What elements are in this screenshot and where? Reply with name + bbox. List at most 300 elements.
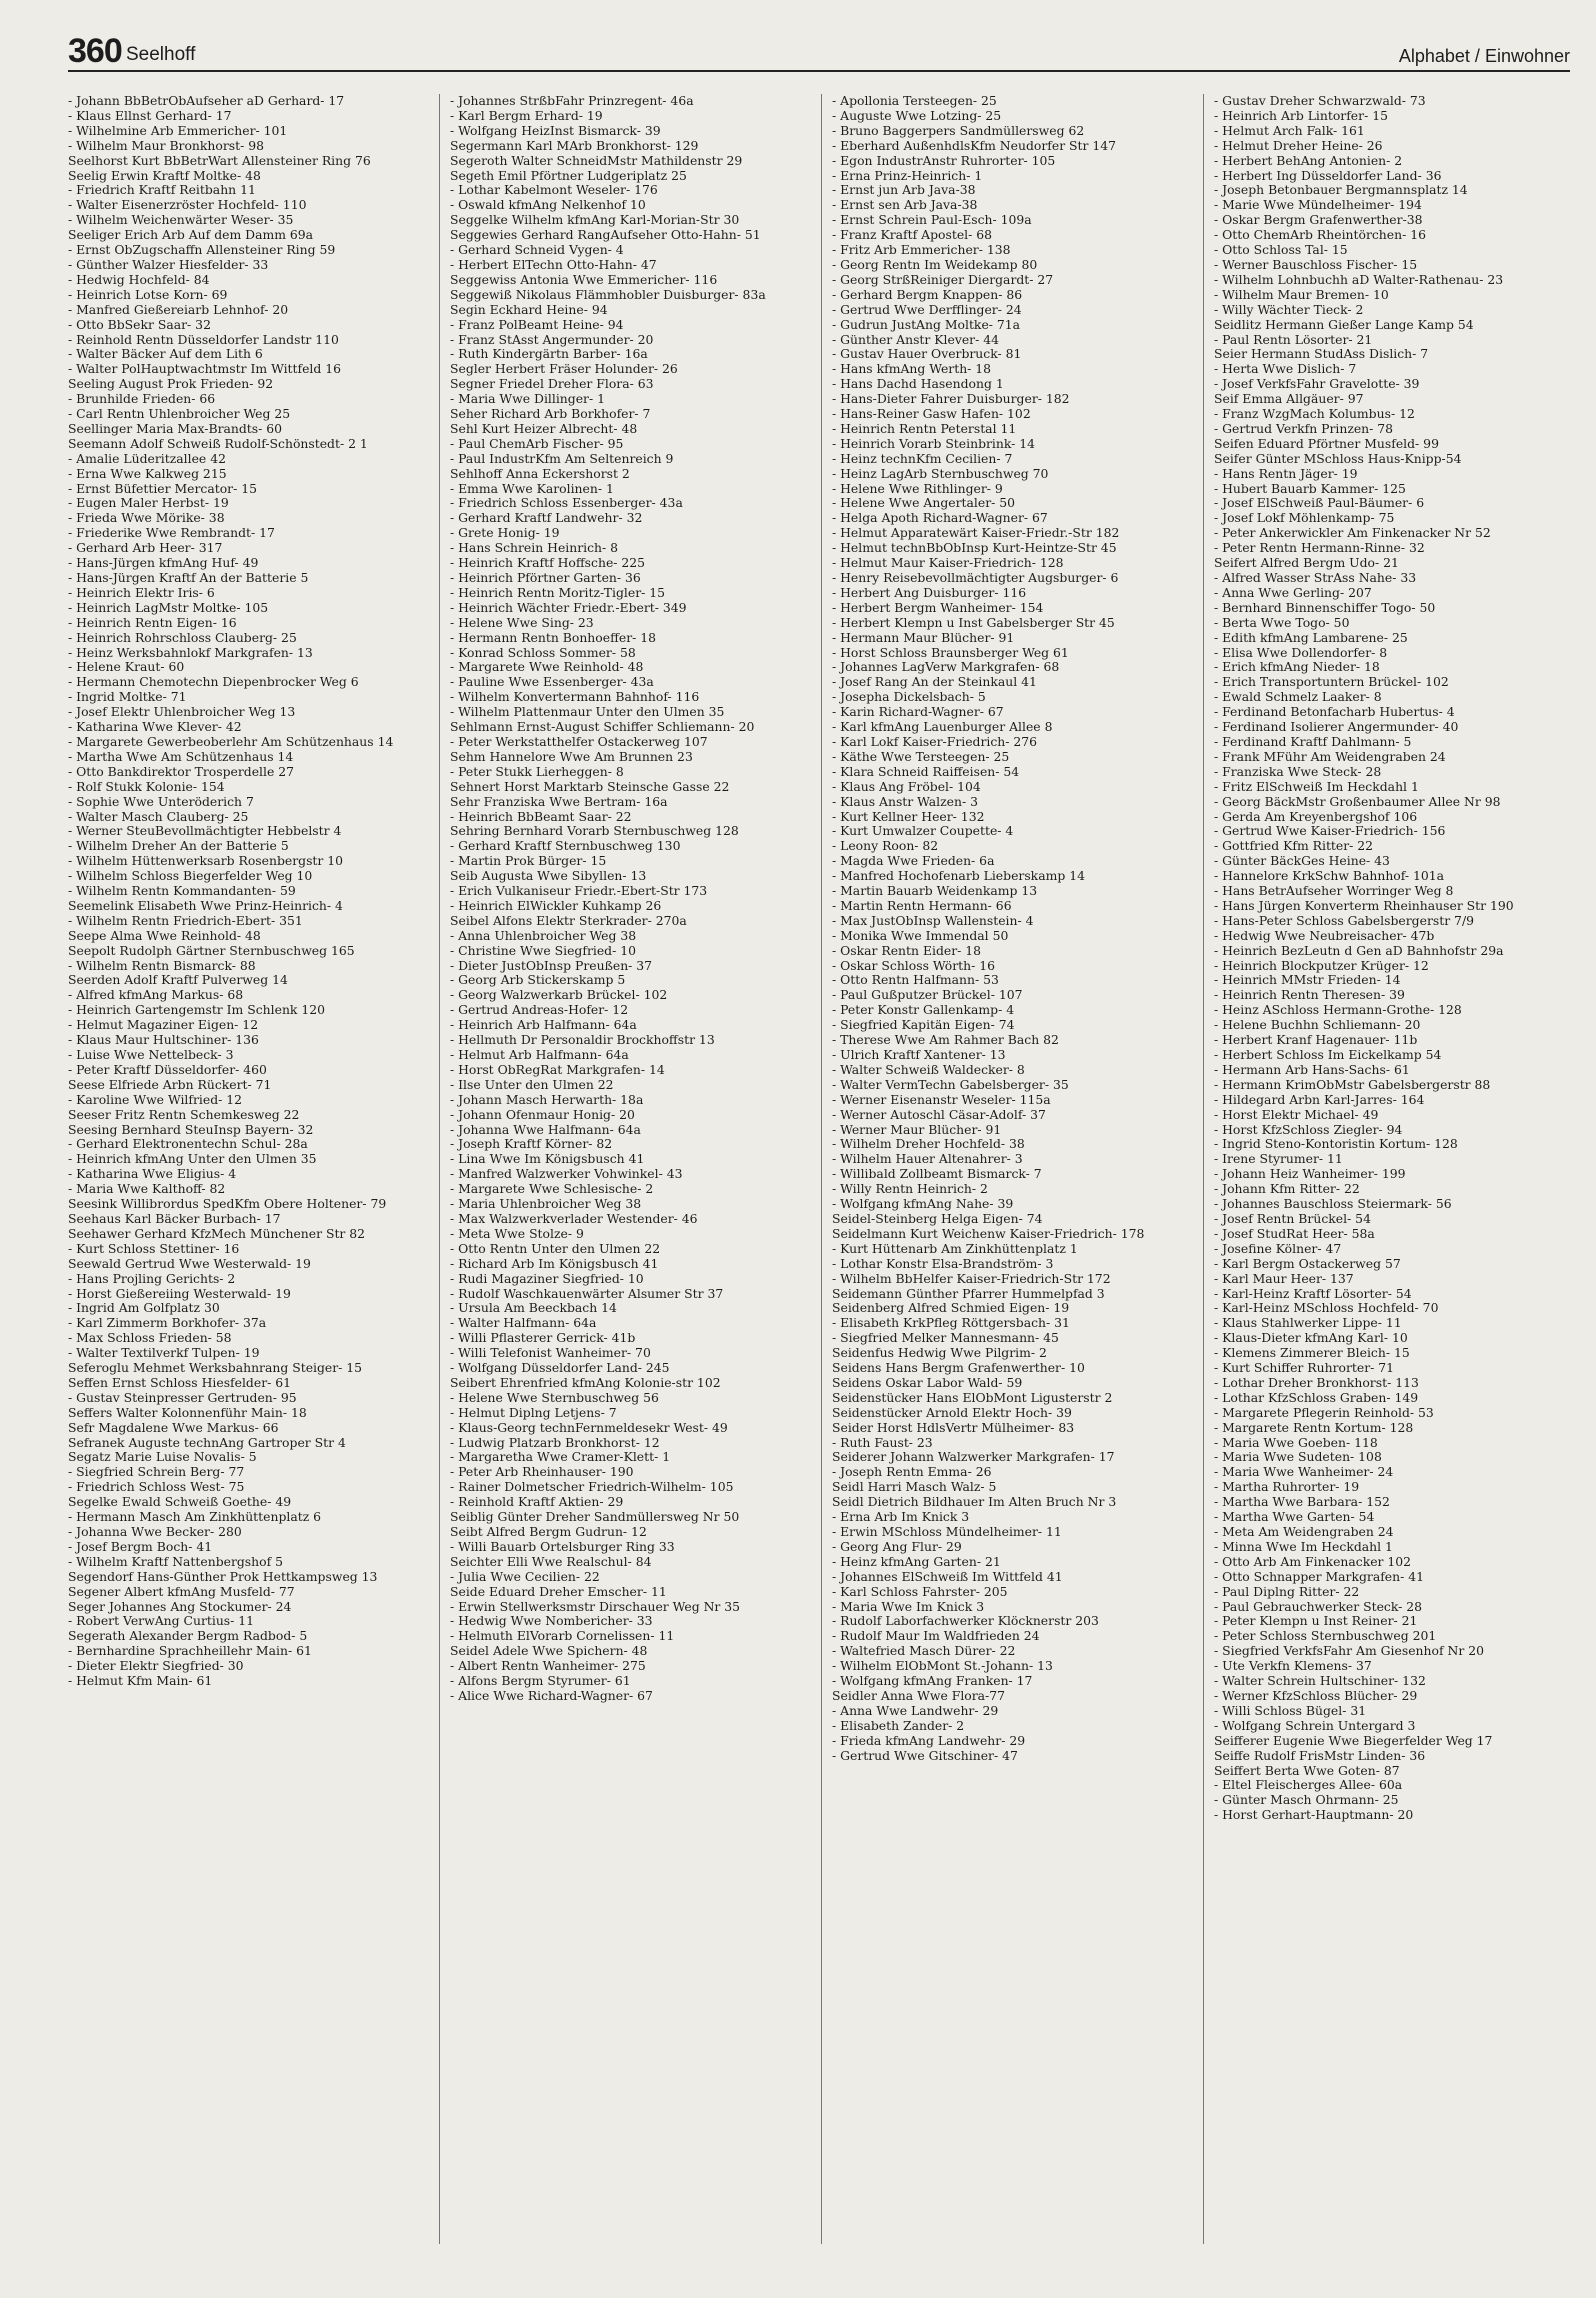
directory-columns xyxy=(68,94,1570,2244)
directory-entry: - Dieter JustObInsp Preußen- 37 xyxy=(450,957,653,973)
directory-entry: - Gerda Am Kreyenbergshof 106 xyxy=(1214,808,1418,824)
directory-entry: - Heinrich Arb Lintorfer- 15 xyxy=(1214,107,1388,123)
directory-entry: - Martin Rentn Hermann- 66 xyxy=(832,897,1012,913)
directory-entry: - Helmut Diplng Letjens- 7 xyxy=(450,1404,617,1420)
directory-entry: - Wilhelm Dreher An der Batterie 5 xyxy=(68,838,289,854)
directory-entry: - Herbert Ing Düsseldorfer Land- 36 xyxy=(1214,167,1442,183)
directory-entry: - Wilhelm BbHelfer Kaiser-Friedrich-Str 172 xyxy=(832,1270,1111,1286)
directory-entry: - Helmut Kfm Main- 61 xyxy=(68,1673,213,1689)
directory-entry: - Herbert BehAng Antonien- 2 xyxy=(1214,152,1403,168)
directory-entry: - Lothar Kabelmont Weseler- 176 xyxy=(450,182,658,198)
directory-entry: - Heinrich ElWickler Kuhkamp 26 xyxy=(450,897,662,913)
directory-entry: - Hans Schrein Heinrich- 8 xyxy=(450,540,619,556)
directory-entry: - Georg Ang Flur- 29 xyxy=(832,1538,962,1554)
directory-entry: Seger Johannes Ang Stockumer- 24 xyxy=(68,1598,292,1614)
directory-entry: Seifen Eduard Pförtner Musfeld- 99 xyxy=(1214,435,1439,451)
directory-entry: - Walter Masch Clauberg- 25 xyxy=(68,808,249,824)
directory-entry: - Fritz ElSchweiß Im Heckdahl 1 xyxy=(1214,778,1419,794)
directory-entry: - Margaretha Wwe Cramer-Klett- 1 xyxy=(450,1449,671,1465)
directory-entry: - Hans Dachd Hasendong 1 xyxy=(832,376,1004,392)
directory-entry: - Gudrun JustAng Moltke- 71a xyxy=(832,316,1021,332)
directory-entry: - Ilse Unter den Ulmen 22 xyxy=(450,1076,614,1092)
directory-entry: - Heinrich Rohrschloss Clauberg- 25 xyxy=(68,629,297,645)
directory-entry: - Helmut Maur Kaiser-Friedrich- 128 xyxy=(832,555,1064,571)
directory-entry: - Werner KfzSchloss Blücher- 29 xyxy=(1214,1687,1418,1703)
directory-entry: - Erich kfmAng Nieder- 18 xyxy=(1214,659,1380,675)
directory-entry: - Hans-Reiner Gasw Hafen- 102 xyxy=(832,406,1031,422)
directory-entry: - Helene Kraut- 60 xyxy=(68,659,185,675)
directory-entry: - Wilhelm Maur Bremen- 10 xyxy=(1214,286,1389,302)
directory-entry: Sefr Magdalene Wwe Markus- 66 xyxy=(68,1419,279,1435)
directory-entry: - Helmut Arb Halfmann- 64a xyxy=(450,1047,629,1062)
directory-entry: - Heinrich Rentn Peterstal 11 xyxy=(832,420,1017,436)
directory-entry: - Franziska Wwe Steck- 28 xyxy=(1214,763,1382,779)
directory-entry: - Josepha Dickelsbach- 5 xyxy=(832,689,986,705)
directory-entry: - Martin Bauarb Weidenkamp 13 xyxy=(832,883,1038,899)
directory-entry: - Erwin Stellwerksmstr Dirschauer Weg Nr 35 xyxy=(450,1598,741,1614)
directory-entry: - Peter Arb Rheinhauser- 190 xyxy=(450,1464,634,1480)
directory-entry: Seider Horst HdlsVertr Mülheimer- 83 xyxy=(832,1419,1075,1435)
directory-entry: - Hedwig Wwe Nombericher- 33 xyxy=(450,1613,653,1629)
directory-entry: - Frieda kfmAng Landwehr- 29 xyxy=(832,1732,1026,1748)
directory-entry: - Helene Wwe Rithlinger- 9 xyxy=(832,480,1003,496)
directory-entry: - Franz WzgMach Kolumbus- 12 xyxy=(1214,406,1415,422)
directory-entry: - Peter Konstr Gallenkamp- 4 xyxy=(832,1002,1015,1018)
directory-entry: - Hedwig Hochfeld- 84 xyxy=(68,271,210,287)
directory-entry: - Rainer Dolmetscher Friedrich-Wilhelm- 105 xyxy=(450,1479,734,1495)
directory-entry: - Günther Anstr Klever- 44 xyxy=(832,331,999,347)
directory-entry: - Sophie Wwe Unteröderich 7 xyxy=(68,793,254,809)
directory-entry: Sehlmann Ernst-August Schiffer Schliemann- 20 xyxy=(450,719,755,735)
directory-entry: Seellinger Maria Max-Brandts- 60 xyxy=(68,420,283,436)
directory-entry: - Reinhold Kraftf Aktien- 29 xyxy=(450,1494,624,1510)
directory-entry: - Meta Am Weidengraben 24 xyxy=(1214,1524,1394,1539)
directory-entry: - Wilhelmine Arb Emmericher- 101 xyxy=(68,122,288,138)
directory-entry: - Josef ElSchweiß Paul-Bäumer- 6 xyxy=(1214,495,1425,511)
directory-entry: - Martha Wwe Garten- 54 xyxy=(1214,1509,1375,1525)
directory-entry: - Hans kfmAng Werth- 18 xyxy=(832,361,992,377)
directory-entry: Seidenstücker Arnold Elektr Hoch- 39 xyxy=(832,1404,1072,1420)
directory-entry: - Helga Apoth Richard-Wagner- 67 xyxy=(832,510,1048,526)
directory-entry: - Ernst ObZugschaffn Allensteiner Ring 59 xyxy=(68,242,336,258)
directory-entry: - Ernst Büfettier Mercator- 15 xyxy=(68,480,257,496)
directory-entry: - Wilhelm Rentn Friedrich-Ebert- 351 xyxy=(68,912,303,928)
directory-entry: - Peter Werkstatthelfer Ostackerweg 107 xyxy=(450,733,708,749)
directory-entry: - Apollonia Tersteegen- 25 xyxy=(832,94,997,108)
directory-entry: - Heinz LagArb Sternbuschweg 70 xyxy=(832,465,1049,481)
directory-entry: - Joseph Kraftf Körner- 82 xyxy=(450,1136,613,1152)
directory-entry: - Minna Wwe Im Heckdahl 1 xyxy=(1214,1538,1393,1554)
directory-entry: Seifer Günter MSchloss Haus-Knipp-54 xyxy=(1214,450,1462,466)
directory-entry: - Carl Rentn Uhlenbroicher Weg 25 xyxy=(68,406,291,422)
directory-entry: Seeling August Prok Frieden- 92 xyxy=(68,376,274,392)
directory-entry: - Klara Schneid Raiffeisen- 54 xyxy=(832,763,1020,779)
directory-entry: - Werner Eisenanstr Weseler- 115a xyxy=(832,1091,1051,1107)
directory-entry: - Heinrich BezLeutn d Gen aD Bahnhofstr 29a xyxy=(1214,942,1504,958)
directory-entry: Segeroth Walter SchneidMstr Mathildenstr 29 xyxy=(450,152,743,168)
directory-entry: Seidemann Günther Pfarrer Hummelpfad 3 xyxy=(832,1285,1105,1301)
directory-entry: Seidenfus Hedwig Wwe Pilgrim- 2 xyxy=(832,1345,1047,1361)
directory-entry: - Erna Prinz-Heinrich- 1 xyxy=(832,167,983,183)
directory-entry: - Siegfried Kapitän Eigen- 74 xyxy=(832,1017,1015,1033)
directory-entry: Segler Herbert Fräser Holunder- 26 xyxy=(450,361,678,377)
directory-entry: - Marie Wwe Mündelheimer- 194 xyxy=(1214,197,1422,213)
directory-entry: - Ludwig Platzarb Bronkhorst- 12 xyxy=(450,1434,660,1450)
directory-entry: - Erwin MSchloss Mündelheimer- 11 xyxy=(832,1524,1062,1539)
directory-entry: Seifferer Eugenie Wwe Biegerfelder Weg 17 xyxy=(1214,1732,1493,1748)
directory-entry: - Ernst sen Arb Java-38 xyxy=(832,197,978,213)
directory-entry: - Anna Wwe Landwehr- 29 xyxy=(832,1702,999,1718)
directory-entry: - Robert VerwAng Curtius- 11 xyxy=(68,1613,255,1629)
directory-entry: - Klaus Stahlwerker Lippe- 11 xyxy=(1214,1315,1402,1331)
directory-entry: - Hans-Dieter Fahrer Duisburger- 182 xyxy=(832,391,1070,407)
directory-entry: - Richard Arb Im Königsbusch 41 xyxy=(450,1255,659,1271)
directory-entry: - Klaus-Georg technFernmeldesekr West- 49 xyxy=(450,1419,728,1435)
directory-entry: - Therese Wwe Am Rahmer Bach 82 xyxy=(832,1032,1059,1048)
directory-entry: - Lothar KfzSchloss Graben- 149 xyxy=(1214,1389,1419,1405)
directory-entry: - Johann Ofenmaur Honig- 20 xyxy=(450,1106,635,1122)
directory-entry: - Walter Textilverkf Tulpen- 19 xyxy=(68,1345,260,1361)
directory-entry: - Siegfried VerkfsFahr Am Giesenhof Nr 20 xyxy=(1214,1643,1484,1659)
directory-entry: - Willi Pflasterer Gerrick- 41b xyxy=(450,1330,636,1346)
column-divider xyxy=(1203,94,1204,2244)
directory-entry: - Hannelore KrkSchw Bahnhof- 101a xyxy=(1214,868,1445,884)
directory-entry: Seidel Adele Wwe Spichern- 48 xyxy=(450,1643,648,1659)
directory-entry: - Walter Schweiß Waldecker- 8 xyxy=(832,1061,1025,1077)
directory-entry: - Gerhard Kraftf Landwehr- 32 xyxy=(450,510,643,526)
directory-entry: - Ulrich Kraftf Xantener- 13 xyxy=(832,1047,1006,1062)
directory-entry: - Oswald kfmAng Nelkenhof 10 xyxy=(450,197,646,213)
directory-entry: - Wilhelm Dreher Hochfeld- 38 xyxy=(832,1136,1025,1152)
directory-entry: - Otto ChemArb Rheintörchen- 16 xyxy=(1214,227,1426,243)
directory-entry: - Egon IndustrAnstr Ruhrorter- 105 xyxy=(832,152,1056,168)
directory-entry: - Karin Richard-Wagner- 67 xyxy=(832,704,1004,720)
directory-entry: Seide Eduard Dreher Emscher- 11 xyxy=(450,1583,667,1599)
directory-entry: - Monika Wwe Immendal 50 xyxy=(832,927,1009,943)
directory-entry: - Gustav Dreher Schwarzwald- 73 xyxy=(1214,94,1426,108)
directory-entry: Seeliger Erich Arb Auf dem Damm 69a xyxy=(68,227,314,243)
directory-entry: - Herbert Ang Duisburger- 116 xyxy=(832,584,1027,600)
directory-entry: Seesink Willibrordus SpedKfm Obere Holtener- 79 xyxy=(68,1196,387,1212)
directory-entry: - Klaus Anstr Walzen- 3 xyxy=(832,793,978,809)
directory-entry: - Walter PolHauptwachtmstr Im Wittfeld 16 xyxy=(68,361,342,377)
directory-entry: - Joseph Betonbauer Bergmannsplatz 14 xyxy=(1214,182,1468,198)
directory-entry: Seerden Adolf Kraftf Pulverweg 14 xyxy=(68,972,288,988)
directory-entry: - Johanna Wwe Becker- 280 xyxy=(68,1524,242,1539)
directory-entry: - Erna Wwe Kalkweg 215 xyxy=(68,465,227,481)
directory-entry: - Willi Bauarb Ortelsburger Ring 33 xyxy=(450,1538,675,1554)
directory-entry: Segatz Marie Luise Novalis- 5 xyxy=(68,1449,257,1465)
directory-entry: - Heinrich Kraftf Hoffsche- 225 xyxy=(450,555,646,571)
directory-entry: - Fritz Arb Emmericher- 138 xyxy=(832,242,1011,258)
directory-entry: - Karl kfmAng Lauenburger Allee 8 xyxy=(832,719,1053,735)
directory-entry: Seemelink Elisabeth Wwe Prinz-Heinrich- 4 xyxy=(68,897,343,913)
directory-entry: - Emma Wwe Karolinen- 1 xyxy=(450,480,614,496)
directory-entry: - Hans BetrAufseher Worringer Weg 8 xyxy=(1214,883,1454,899)
directory-entry: - Ernst jun Arb Java-38 xyxy=(832,182,976,198)
directory-entry: Seibel Alfons Elektr Sterkrader- 270a xyxy=(450,912,687,928)
directory-entry: - Helmut Dreher Heine- 26 xyxy=(1214,137,1383,153)
directory-entry: - Irene Styrumer- 11 xyxy=(1214,1151,1343,1167)
directory-entry: - Oskar Rentn Eider- 18 xyxy=(832,942,982,958)
directory-entry: - Elisa Wwe Dollendorfer- 8 xyxy=(1214,644,1388,660)
directory-entry: - Johannes Bauschloss Steiermark- 56 xyxy=(1214,1196,1452,1212)
directory-entry: - Werner Maur Blücher- 91 xyxy=(832,1121,1002,1137)
directory-entry: - Auguste Wwe Lotzing- 25 xyxy=(832,107,1002,123)
directory-entry: Seggewies Gerhard RangAufseher Otto-Hahn- 51 xyxy=(450,227,761,243)
directory-entry: - Johannes StrßbFahr Prinzregent- 46a xyxy=(450,94,694,108)
directory-entry: Seib Augusta Wwe Sibyllen- 13 xyxy=(450,868,647,884)
directory-entry: - Walter Bäcker Auf dem Lith 6 xyxy=(68,346,263,362)
directory-entry: - Peter Stukk Lierheggen- 8 xyxy=(450,763,624,779)
directory-entry: - Otto Bankdirektor Trosperdelle 27 xyxy=(68,763,295,779)
directory-entry: - Franz Kraftf Apostel- 68 xyxy=(832,227,993,243)
directory-entry: - Otto Schloss Tal- 15 xyxy=(1214,242,1348,258)
directory-entry: - Paul Rentn Lösorter- 21 xyxy=(1214,331,1373,347)
directory-entry: - Horst Gerhart-Hauptmann- 20 xyxy=(1214,1807,1414,1823)
directory-entry: Seehaus Karl Bäcker Burbach- 17 xyxy=(68,1210,281,1226)
directory-entry: - Heinrich Rentn Theresen- 39 xyxy=(1214,987,1405,1003)
directory-entry: - Hermann Chemotechn Diepenbrocker Weg 6 xyxy=(68,674,359,690)
directory-entry: - Oskar Bergm Grafenwerther-38 xyxy=(1214,212,1423,228)
directory-entry: Seelig Erwin Kraftf Moltke- 48 xyxy=(68,167,261,183)
directory-entry: Seidens Hans Bergm Grafenwerther- 10 xyxy=(832,1360,1085,1376)
directory-entry: - Wilhelm Maur Bronkhorst- 98 xyxy=(68,137,265,153)
directory-entry: - Eltel Fleischerges Allee- 60a xyxy=(1214,1777,1403,1793)
directory-entry: - Kurt Schloss Stettiner- 16 xyxy=(68,1240,240,1256)
directory-entry: - Maria Wwe Dillinger- 1 xyxy=(450,391,605,407)
directory-entry: - Wilhelm Plattenmaur Unter den Ulmen 35 xyxy=(450,704,725,720)
directory-entry: - Herta Wwe Dislich- 7 xyxy=(1214,361,1357,377)
directory-entry: - Ferdinand Kraftf Dahlmann- 5 xyxy=(1214,733,1412,749)
directory-entry: - Maria Wwe Kalthoff- 82 xyxy=(68,1181,226,1197)
directory-entry: - Ingrid Moltke- 71 xyxy=(68,689,187,705)
directory-entry: - Ute Verkfn Klemens- 37 xyxy=(1214,1658,1372,1674)
directory-entry: - Heinrich Arb Halfmann- 64a xyxy=(450,1017,637,1033)
directory-entry: Seehawer Gerhard KfzMech Münchener Str 82 xyxy=(68,1225,366,1241)
directory-entry: - Wilhelm Schloss Biegerfelder Weg 10 xyxy=(68,868,313,884)
directory-entry: - Helmuth ElVorarb Cornelissen- 11 xyxy=(450,1628,675,1644)
directory-entry: Seichter Elli Wwe Realschul- 84 xyxy=(450,1553,652,1569)
directory-entry: - Anna Wwe Gerling- 207 xyxy=(1214,584,1372,600)
directory-entry: - Hans Rentn Jäger- 19 xyxy=(1214,465,1358,481)
directory-entry: - Oskar Schloss Wörth- 16 xyxy=(832,957,996,973)
directory-entry: - Heinrich Wächter Friedr.-Ebert- 349 xyxy=(450,599,687,615)
directory-entry: - Walter Schrein Hultschiner- 132 xyxy=(1214,1673,1426,1689)
directory-entry: - Dieter Elektr Siegfried- 30 xyxy=(68,1658,244,1674)
directory-entry: - Elisabeth KrkPfleg Röttgersbach- 31 xyxy=(832,1315,1070,1331)
directory-entry: - Konrad Schloss Sommer- 58 xyxy=(450,644,636,660)
directory-entry: Seiblig Günter Dreher Sandmüllersweg Nr 50 xyxy=(450,1509,740,1525)
directory-entry: - Kurt Umwalzer Coupette- 4 xyxy=(832,823,1014,839)
column-2 xyxy=(450,94,806,2244)
directory-entry: Seggewiß Nikolaus Flämmhobler Duisburger- 83a xyxy=(450,286,766,302)
directory-entry: Seidel-Steinberg Helga Eigen- 74 xyxy=(832,1210,1043,1226)
directory-entry: - Hermann Maur Blücher- 91 xyxy=(832,629,1015,645)
directory-entry: Sehr Franziska Wwe Bertram- 16a xyxy=(450,793,668,809)
directory-entry: - Hans-Jürgen Kraftf An der Batterie 5 xyxy=(68,570,309,585)
directory-entry: - Meta Wwe Stolze- 9 xyxy=(450,1225,584,1241)
directory-entry: - Gertrud Andreas-Hofer- 12 xyxy=(450,1002,629,1018)
directory-entry: - Georg Arb Stickerskamp 5 xyxy=(450,972,626,988)
directory-entry: - Alfred kfmAng Markus- 68 xyxy=(68,987,244,1003)
column-1 xyxy=(68,94,424,2244)
directory-entry: - Walter Halfmann- 64a xyxy=(450,1315,597,1331)
directory-entry: - Johanna Wwe Halfmann- 64a xyxy=(450,1121,641,1137)
directory-entry: - Karl Bergm Erhard- 19 xyxy=(450,107,603,123)
directory-entry: - Hermann KrimObMstr Gabelsbergerstr 88 xyxy=(1214,1076,1491,1092)
directory-entry: Sehnert Horst Marktarb Steinsche Gasse 22 xyxy=(450,778,730,794)
directory-entry: - Georg Walzwerkarb Brückel- 102 xyxy=(450,987,668,1003)
column-4 xyxy=(1214,94,1570,2244)
directory-entry: - Josef Bergm Boch- 41 xyxy=(68,1538,213,1554)
page-number: 360 xyxy=(68,32,122,70)
directory-entry: - Pauline Wwe Essenberger- 43a xyxy=(450,674,654,690)
directory-entry: Seidenberg Alfred Schmied Eigen- 19 xyxy=(832,1300,1070,1316)
directory-entry: - Hans Projling Gerichts- 2 xyxy=(68,1270,236,1286)
directory-entry: Seffen Ernst Schloss Hiesfelder- 61 xyxy=(68,1374,292,1390)
directory-entry: - Heinrich Rentn Eigen- 16 xyxy=(68,614,237,630)
directory-entry: - Georg Rentn Im Weidekamp 80 xyxy=(832,256,1038,272)
directory-entry: - Herbert Kranf Hagenauer- 11b xyxy=(1214,1032,1418,1048)
directory-entry: - Margarete Pflegerin Reinhold- 53 xyxy=(1214,1404,1434,1420)
directory-entry: - Martha Wwe Am Schützenhaus 14 xyxy=(68,748,294,764)
directory-entry: - Manfred Hochofenarb Lieberskamp 14 xyxy=(832,868,1085,884)
directory-entry: - Rudolf Maur Im Waldfrieden 24 xyxy=(832,1628,1040,1644)
directory-entry: - Peter Klempn u Inst Reiner- 21 xyxy=(1214,1613,1418,1629)
directory-entry: - Wilhelm Lohnbuchh aD Walter-Rathenau- 23 xyxy=(1214,271,1504,287)
directory-entry: - Christine Wwe Siegfried- 10 xyxy=(450,942,636,958)
running-head-left: Seelhoff xyxy=(126,44,196,65)
directory-entry: - Wilhelm Weichenwärter Weser- 35 xyxy=(68,212,294,228)
directory-entry: - Hans Jürgen Konverterm Rheinhauser Str 190 xyxy=(1214,897,1514,913)
directory-entry: - Helmut Apparatewärt Kaiser-Friedr.-Str 182 xyxy=(832,525,1120,541)
directory-entry: - Karl-Heinz MSchloss Hochfeld- 70 xyxy=(1214,1300,1439,1316)
directory-entry: - Klaus-Dieter kfmAng Karl- 10 xyxy=(1214,1330,1408,1346)
page-header xyxy=(68,34,1570,72)
directory-entry: - Magda Wwe Frieden- 6a xyxy=(832,853,995,869)
directory-entry: - Klemens Zimmerer Bleich- 15 xyxy=(1214,1345,1410,1361)
directory-entry: Sehring Bernhard Vorarb Sternbuschweg 128 xyxy=(450,823,739,839)
directory-entry: Seffers Walter Kolonnenführ Main- 18 xyxy=(68,1404,307,1420)
directory-entry: Seepe Alma Wwe Reinhold- 48 xyxy=(68,927,261,943)
directory-entry: - Erich Vulkaniseur Friedr.-Ebert-Str 173 xyxy=(450,883,708,899)
directory-entry: - Lothar Konstr Elsa-Brandström- 3 xyxy=(832,1255,1054,1271)
directory-entry: - Wilhelm Hauer Altenahrer- 3 xyxy=(832,1151,1023,1167)
directory-entry: - Wilhelm ElObMont St.-Johann- 13 xyxy=(832,1658,1053,1674)
directory-entry: - Maria Wwe Goeben- 118 xyxy=(1214,1434,1378,1450)
directory-entry: - Karl-Heinz Kraftf Lösorter- 54 xyxy=(1214,1285,1412,1301)
directory-entry: - Hermann Rentn Bonhoeffer- 18 xyxy=(450,629,657,645)
directory-entry: - Ursula Am Beeckbach 14 xyxy=(450,1300,617,1316)
directory-entry: - Hermann Arb Hans-Sachs- 61 xyxy=(1214,1061,1410,1077)
directory-entry: - Heinz technKfm Cecilien- 7 xyxy=(832,450,1013,466)
directory-entry: - Otto BbSekr Saar- 32 xyxy=(68,316,211,332)
directory-entry: - Heinrich LagMstr Moltke- 105 xyxy=(68,599,269,615)
directory-entry: - Edith kfmAng Lambarene- 25 xyxy=(1214,629,1408,645)
directory-entry: - Helene Buchhn Schliemann- 20 xyxy=(1214,1017,1421,1033)
directory-entry: - Gerhard Kraftf Sternbuschweg 130 xyxy=(450,838,681,854)
directory-entry: - Helmut technBbObInsp Kurt-Heintze-Str 45 xyxy=(832,540,1117,556)
directory-entry: - Johannes ElSchweiß Im Wittfeld 41 xyxy=(832,1568,1063,1584)
directory-entry: - Gustav Steinpresser Gertruden- 95 xyxy=(68,1389,297,1405)
directory-entry: Segermann Karl MArb Bronkhorst- 129 xyxy=(450,137,699,153)
directory-entry: - Peter Rentn Hermann-Rinne- 32 xyxy=(1214,540,1425,556)
directory-entry: - Wolfgang HeizInst Bismarck- 39 xyxy=(450,122,661,138)
directory-entry: - Helmut Arch Falk- 161 xyxy=(1214,122,1365,138)
directory-entry: - Herbert Klempn u Inst Gabelsberger Str 45 xyxy=(832,614,1115,630)
directory-entry: - Otto Rentn Halfmann- 53 xyxy=(832,972,999,988)
directory-entry: - Johann Masch Herwarth- 18a xyxy=(450,1091,644,1107)
directory-entry: - Georg StrßReiniger Diergardt- 27 xyxy=(832,271,1054,287)
directory-entry: - Margarete Rentn Kortum- 128 xyxy=(1214,1419,1414,1435)
directory-entry: - Günter BäckGes Heine- 43 xyxy=(1214,853,1390,869)
directory-entry: - Gerhard Bergm Knappen- 86 xyxy=(832,286,1023,302)
directory-entry: Seier Hermann StudAss Dislich- 7 xyxy=(1214,346,1429,362)
directory-entry: Segerath Alexander Bergm Radbod- 5 xyxy=(68,1628,308,1644)
directory-entry: - Friedrich Schloss Essenberger- 43a xyxy=(450,495,683,511)
directory-entry: - Helene Wwe Sternbuschweg 56 xyxy=(450,1389,659,1405)
directory-entry: - Günther Walzer Hiesfelder- 33 xyxy=(68,256,269,272)
directory-entry: - Otto Schnapper Markgrafen- 41 xyxy=(1214,1568,1425,1584)
directory-entry: - Franz StAsst Angermunder- 20 xyxy=(450,331,654,347)
directory-entry: - Katharina Wwe Eligius- 4 xyxy=(68,1166,237,1182)
directory-entry: - Heinrich Vorarb Steinbrink- 14 xyxy=(832,435,1036,451)
directory-entry: Segelke Ewald Schweiß Goethe- 49 xyxy=(68,1494,292,1510)
directory-entry: - Josef Rang An der Steinkaul 41 xyxy=(832,674,1037,690)
directory-entry: Seggewiss Antonia Wwe Emmericher- 116 xyxy=(450,271,718,287)
directory-entry: - Willi Schloss Bügel- 31 xyxy=(1214,1702,1367,1718)
directory-entry: - Alfred Wasser StrAss Nahe- 33 xyxy=(1214,570,1417,585)
directory-entry: - Paul Gebrauchwerker Steck- 28 xyxy=(1214,1598,1423,1614)
directory-entry: Sehl Kurt Heizer Albrecht- 48 xyxy=(450,420,638,436)
directory-entry: - Martha Wwe Barbara- 152 xyxy=(1214,1494,1390,1510)
directory-entry: - Margarete Gewerbeoberlehr Am Schützenhaus 14 xyxy=(68,733,394,749)
directory-entry: - Martha Ruhrorter- 19 xyxy=(1214,1479,1360,1495)
directory-entry: - Alice Wwe Richard-Wagner- 67 xyxy=(450,1687,653,1703)
directory-entry: - Georg BäckMstr Großenbaumer Allee Nr 98 xyxy=(1214,793,1501,809)
directory-entry: - Gottfried Kfm Ritter- 22 xyxy=(1214,838,1374,854)
directory-entry: - Heinrich BbBeamt Saar- 22 xyxy=(450,808,632,824)
directory-entry: - Margarete Wwe Reinhold- 48 xyxy=(450,659,644,675)
directory-entry: Segener Albert kfmAng Musfeld- 77 xyxy=(68,1583,295,1599)
directory-entry: - Maria Wwe Wanheimer- 24 xyxy=(1214,1464,1394,1480)
directory-entry: Seher Richard Arb Borkhofer- 7 xyxy=(450,406,651,422)
directory-entry: - Karl Bergm Ostackerweg 57 xyxy=(1214,1255,1401,1271)
directory-entry: - Heinrich Pförtner Garten- 36 xyxy=(450,570,641,585)
directory-entry: - Siegfried Melker Mannesmann- 45 xyxy=(832,1330,1059,1346)
directory-entry: - Berta Wwe Togo- 50 xyxy=(1214,614,1350,630)
directory-entry: - Werner Autoschl Cäsar-Adolf- 37 xyxy=(832,1106,1046,1122)
directory-entry: - Klaus Maur Hultschiner- 136 xyxy=(68,1032,259,1048)
directory-entry: Seewald Gertrud Wwe Westerwald- 19 xyxy=(68,1255,311,1271)
directory-entry: - Paul Diplng Ritter- 22 xyxy=(1214,1583,1360,1599)
directory-entry: - Erich Transportuntern Brückel- 102 xyxy=(1214,674,1449,690)
directory-entry: - Frank MFühr Am Weidengraben 24 xyxy=(1214,748,1446,764)
directory-entry: - Walter VermTechn Gabelsberger- 35 xyxy=(832,1076,1069,1092)
directory-entry: - Ingrid Steno-Kontoristin Kortum- 128 xyxy=(1214,1136,1458,1152)
directory-entry: - Heinz Werksbahnlokf Markgrafen- 13 xyxy=(68,644,313,660)
directory-entry: - Josef VerkfsFahr Gravelotte- 39 xyxy=(1214,376,1420,392)
directory-entry: - Margarete Wwe Schlesische- 2 xyxy=(450,1181,654,1197)
directory-entry: - Max Walzwerkverlader Westender- 46 xyxy=(450,1210,698,1226)
directory-entry: - Wolfgang Düsseldorfer Land- 245 xyxy=(450,1360,670,1376)
column-divider xyxy=(439,94,440,2244)
directory-entry: - Herbert ElTechn Otto-Hahn- 47 xyxy=(450,256,657,272)
directory-entry: - Siegfried Schrein Berg- 77 xyxy=(68,1464,245,1480)
directory-entry: - Waltefried Masch Dürer- 22 xyxy=(832,1643,1016,1659)
directory-entry: - Amalie Lüderitzallee 42 xyxy=(68,450,226,466)
